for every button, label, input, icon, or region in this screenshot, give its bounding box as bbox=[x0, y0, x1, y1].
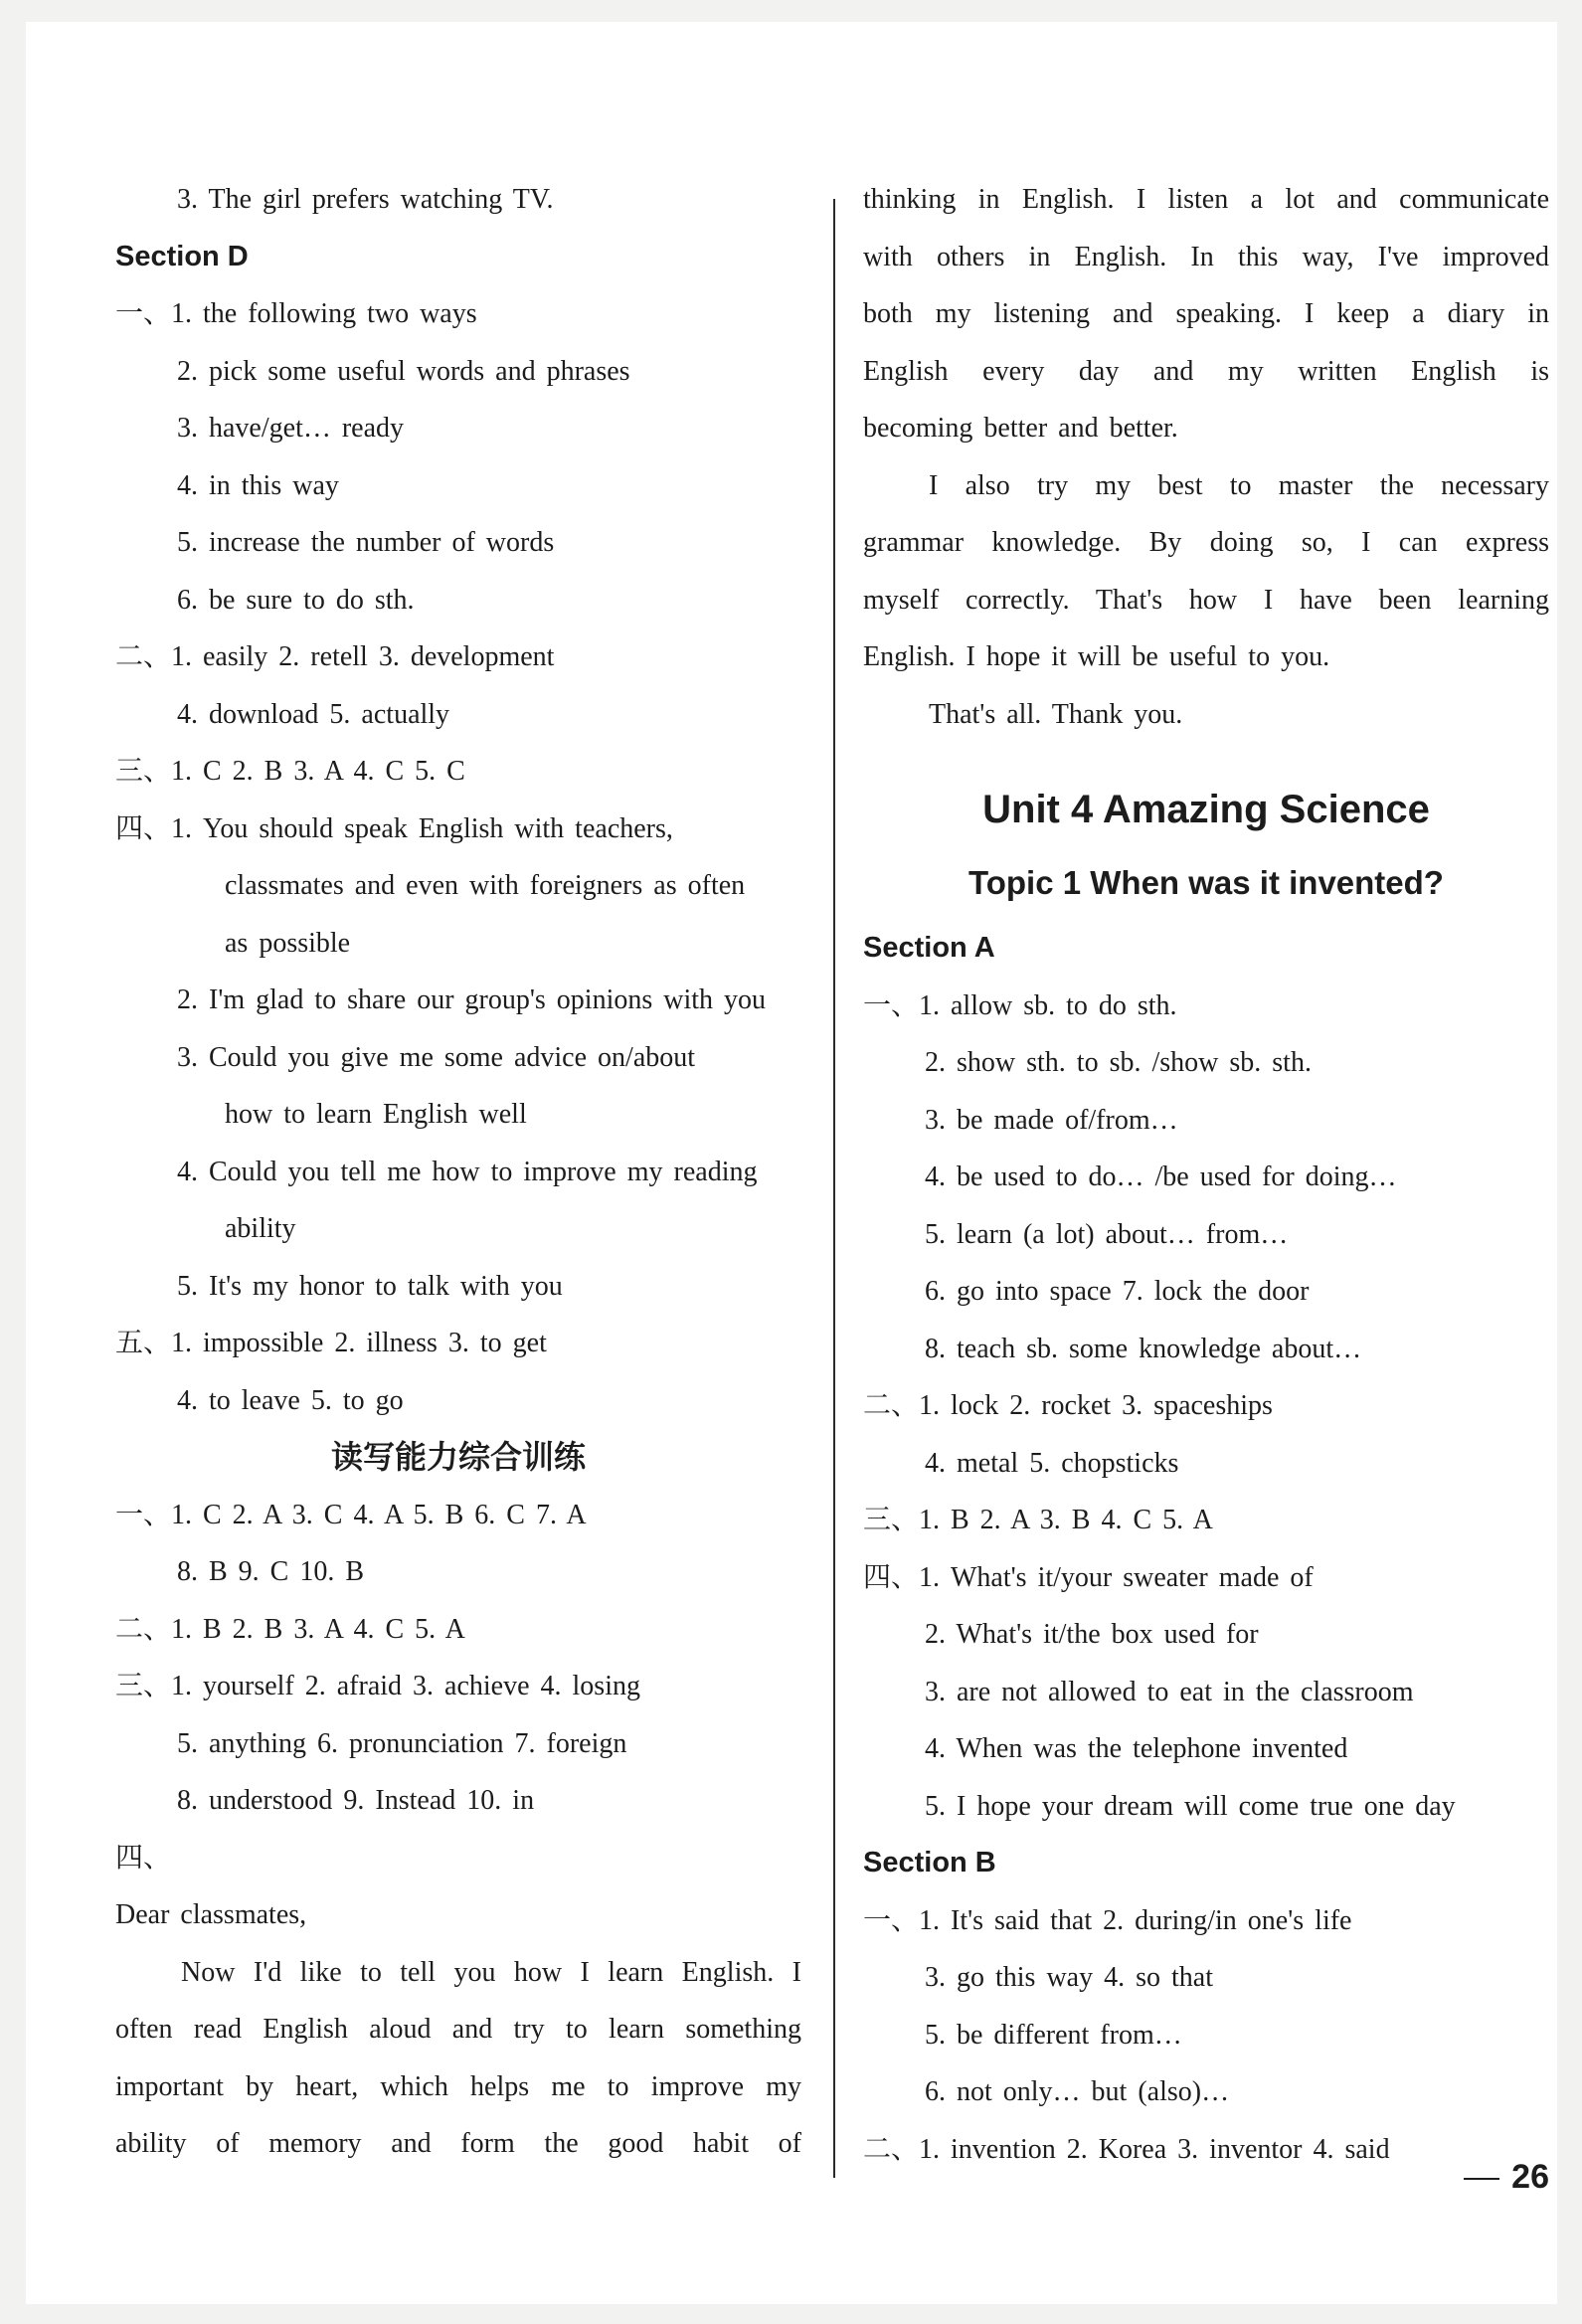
essay-line: both my listening and speaking. I keep a diary in bbox=[863, 298, 1549, 329]
answer-line: 3. are not allowed to eat in the classroom bbox=[925, 1676, 1414, 1707]
answer-line: 4. Could you tell me how to improve my reading bbox=[177, 1156, 758, 1187]
answer-line: how to learn English well bbox=[225, 1099, 527, 1130]
answer-line: 五、1. impossible 2. illness 3. to get bbox=[115, 1328, 547, 1358]
answer-line: 5. be different from… bbox=[925, 2019, 1182, 2051]
answer-page bbox=[26, 22, 1557, 2304]
answer-line: 5. anything 6. pronunciation 7. foreign bbox=[177, 1727, 627, 1759]
essay-line: Now I'd like to tell you how I learn English. I bbox=[181, 1956, 801, 1988]
essay-line: I also try my best to master the necessary bbox=[929, 469, 1549, 501]
answer-line: 5. It's my honor to talk with you bbox=[177, 1270, 563, 1302]
topic-title: Topic 1 When was it invented? bbox=[968, 864, 1444, 901]
answer-line: 4. be used to do… /be used for doing… bbox=[925, 1162, 1397, 1192]
answer-line: 4. to leave 5. to go bbox=[177, 1384, 404, 1416]
answer-line: 3. Could you give me some advice on/about bbox=[177, 1041, 696, 1073]
answer-line: as possible bbox=[225, 927, 351, 959]
essay-greeting: Dear classmates, bbox=[115, 1899, 307, 1930]
answer-line: 4. in this way bbox=[177, 469, 339, 501]
answer-line: 5. increase the number of words bbox=[177, 527, 555, 558]
essay-line: important by heart, which helps me to improve my bbox=[115, 2070, 801, 2102]
essay-line: ability of memory and form the good habit of bbox=[115, 2128, 801, 2159]
column-divider bbox=[833, 199, 835, 2178]
answer-line: 一、1. It's said that 2. during/in one's life bbox=[863, 1904, 1352, 1936]
answer-line: 3. go this way 4. so that bbox=[925, 1962, 1213, 1993]
answer-line: 8. teach sb. some knowledge about… bbox=[925, 1333, 1362, 1364]
answer-line: 2. pick some useful words and phrases bbox=[177, 355, 630, 387]
essay-line: English every day and my written English is bbox=[863, 355, 1549, 387]
essay-line: with others in English. In this way, I've improved bbox=[863, 241, 1549, 272]
answer-line: 4. metal 5. chopsticks bbox=[925, 1447, 1179, 1479]
essay-line: myself correctly. That's how I have been learning bbox=[863, 584, 1549, 616]
answer-line: 一、1. C 2. A 3. C 4. A 5. B 6. C 7. A bbox=[115, 1499, 587, 1530]
answer-line: 5. I hope your dream will come true one day bbox=[925, 1790, 1456, 1822]
answer-line: 一、1. the following two ways bbox=[115, 298, 477, 329]
section-heading: Section D bbox=[115, 240, 249, 272]
essay-closing: That's all. Thank you. bbox=[929, 698, 1183, 730]
essay-line: grammar knowledge. By doing so, I can express bbox=[863, 527, 1549, 558]
essay-line: thinking in English. I listen a lot and communicate bbox=[863, 184, 1549, 215]
left-column bbox=[115, 171, 801, 2173]
answer-line: 6. not only… but (also)… bbox=[925, 2076, 1230, 2107]
essay-line: becoming better and better. bbox=[863, 413, 1178, 444]
answer-line: 三、1. C 2. B 3. A 4. C 5. C bbox=[115, 756, 465, 787]
page-number-value: 26 bbox=[1511, 2158, 1549, 2196]
answer-line: 5. learn (a lot) about… from… bbox=[925, 1218, 1289, 1250]
answer-line: 二、1. invention 2. Korea 3. inventor 4. said bbox=[863, 2133, 1390, 2165]
page-number-dash bbox=[1464, 2178, 1499, 2180]
answer-line: 2. What's it/the box used for bbox=[925, 1619, 1259, 1650]
section-heading: Section A bbox=[863, 932, 995, 964]
answer-line: 二、1. B 2. B 3. A 4. C 5. A bbox=[115, 1613, 465, 1645]
answer-line: 4. When was the telephone invented bbox=[925, 1733, 1348, 1764]
reading-writing-heading: 读写能力综合训练 bbox=[330, 1438, 586, 1476]
essay-line: often read English aloud and try to learn something bbox=[115, 2014, 801, 2045]
answer-line: 二、1. lock 2. rocket 3. spaceships bbox=[863, 1390, 1273, 1421]
answer-line: 4. download 5. actually bbox=[177, 698, 450, 730]
answer-line: 6. be sure to do sth. bbox=[177, 584, 415, 616]
answer-line: 2. show sth. to sb. /show sb. sth. bbox=[925, 1047, 1312, 1078]
answer-line: ability bbox=[225, 1213, 296, 1244]
answer-line: 二、1. easily 2. retell 3. development bbox=[115, 641, 555, 672]
answer-line: 8. understood 9. Instead 10. in bbox=[177, 1785, 535, 1816]
answer-line: 四、1. What's it/your sweater made of bbox=[863, 1561, 1314, 1593]
unit-title: Unit 4 Amazing Science bbox=[982, 788, 1430, 831]
answer-line: 四、1. You should speak English with teachers, bbox=[115, 812, 673, 844]
answer-line: 8. B 9. C 10. B bbox=[177, 1556, 365, 1587]
answer-line: 一、1. allow sb. to do sth. bbox=[863, 989, 1177, 1021]
page-number bbox=[1464, 2158, 1549, 2197]
answer-line: 三、1. yourself 2. afraid 3. achieve 4. losing bbox=[115, 1671, 640, 1701]
answer-line: 6. go into space 7. lock the door bbox=[925, 1276, 1310, 1307]
essay-line: English. I hope it will be useful to you. bbox=[863, 641, 1330, 672]
answer-line: 2. I'm glad to share our group's opinions with you bbox=[177, 984, 767, 1015]
answer-line: 3. have/get… ready bbox=[177, 413, 405, 444]
answer-line: 三、1. B 2. A 3. B 4. C 5. A bbox=[863, 1505, 1213, 1535]
answer-line: 3. The girl prefers watching TV. bbox=[177, 184, 554, 215]
answer-line: classmates and even with foreigners as often bbox=[225, 870, 746, 901]
answer-line: 3. be made of/from… bbox=[925, 1104, 1178, 1136]
answer-line: 四、 bbox=[115, 1842, 172, 1874]
section-heading: Section B bbox=[863, 1847, 996, 1878]
right-column bbox=[863, 171, 1549, 2178]
